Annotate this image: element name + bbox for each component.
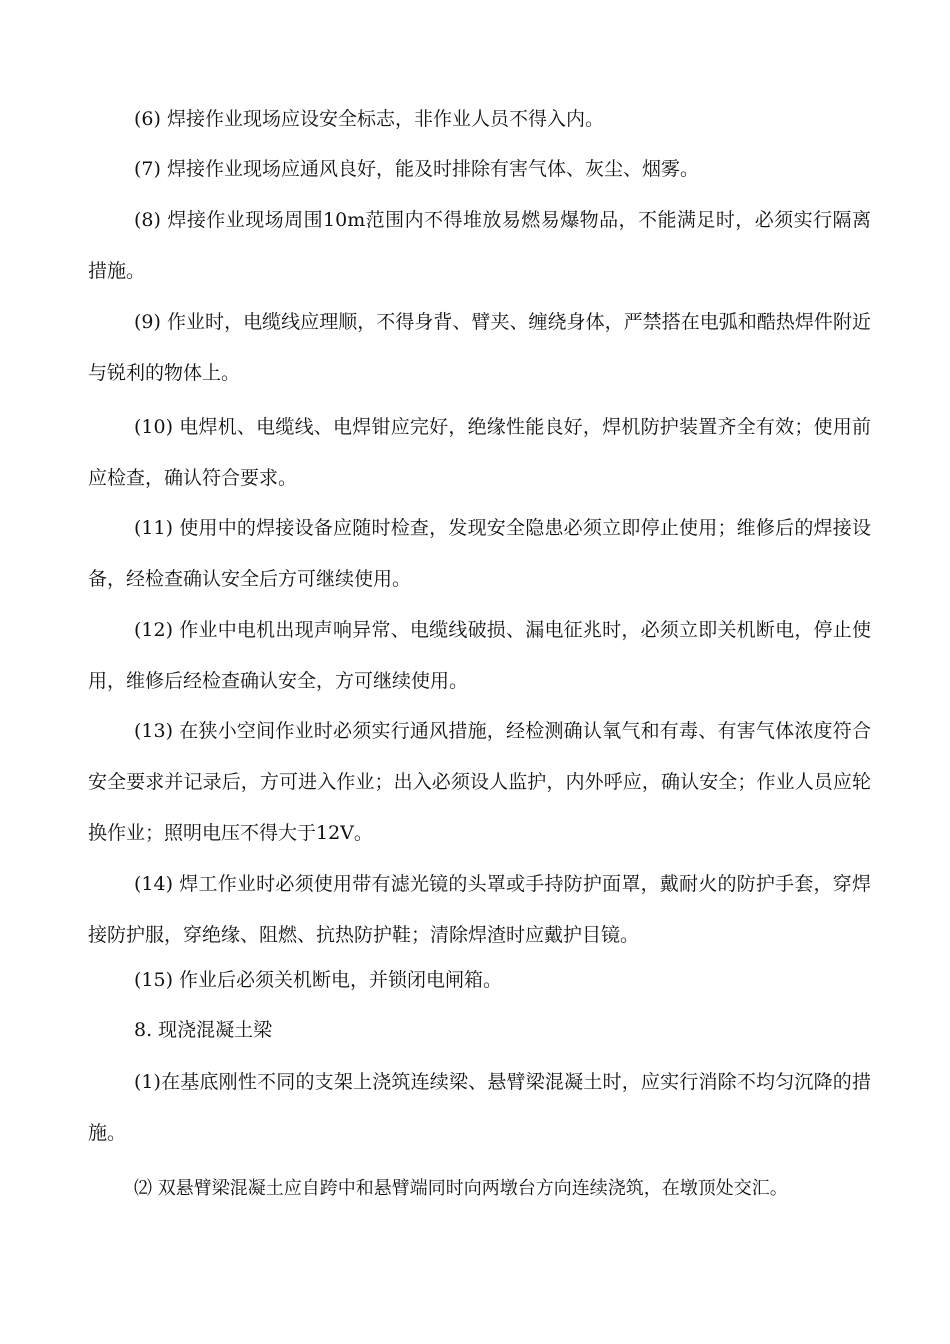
paragraph-item-14: (14) 焊工作业时必须使用带有滤光镜的头罩或手持防护面罩，戴耐火的防护手套，穿焊接防护服，穿绝缘、阻燃、抗热防护鞋；清除焊渣时应戴护目镜。 [88,873,871,946]
paragraph-item-8: (8) 焊接作业现场周围10m范围内不得堆放易燃易爆物品，不能满足时，必须实行隔离措施。 [88,209,871,282]
section-heading-8: 8. 现浇混凝土梁 [134,1019,273,1041]
paragraph-item-2: ⑵ 双悬臂梁混凝土应自跨中和悬臂端同时向两墩台方向连续浇筑，在墩顶处交汇。 [134,1178,788,1199]
paragraph-item-6: (6) 焊接作业现场应设安全标志，非作业人员不得入内。 [134,108,604,130]
paragraph-item-11: (11) 使用中的焊接设备应随时检查，发现安全隐患必须立即停止使用；维修后的焊接设备，经检查确认安全后方可继续使用。 [88,517,871,590]
paragraph-item-7: (7) 焊接作业现场应通风良好，能及时排除有害气体、灰尘、烟雾。 [134,158,699,180]
paragraph-item-13: (13) 在狭小空间作业时必须实行通风措施，经检测确认氧气和有毒、有害气体浓度符合安全要求并记录后，方可进入作业；出入必须设人监护，内外呼应，确认安全；作业人员应轮换作业；照明电压不得大于12V。 [88,720,871,844]
paragraph-item-12: (12) 作业中电机出现声响异常、电缆线破损、漏电征兆时，必须立即关机断电，停止使用，维修后经检查确认安全，方可继续使用。 [88,619,871,692]
paragraph-item-9: (9) 作业时，电缆线应理顺，不得身背、臂夹、缠绕身体，严禁搭在电弧和酷热焊件附近与锐利的物体上。 [88,311,871,384]
paragraph-item-10: (10) 电焊机、电缆线、电焊钳应完好，绝缘性能良好，焊机防护装置齐全有效；使用前应检查，确认符合要求。 [88,416,871,489]
paragraph-item-1: (1)在基底刚性不同的支架上浇筑连续梁、悬臂梁混凝土时，应实行消除不均匀沉降的措施。 [88,1071,871,1144]
paragraph-item-15: (15) 作业后必须关机断电，并锁闭电闸箱。 [134,969,503,991]
